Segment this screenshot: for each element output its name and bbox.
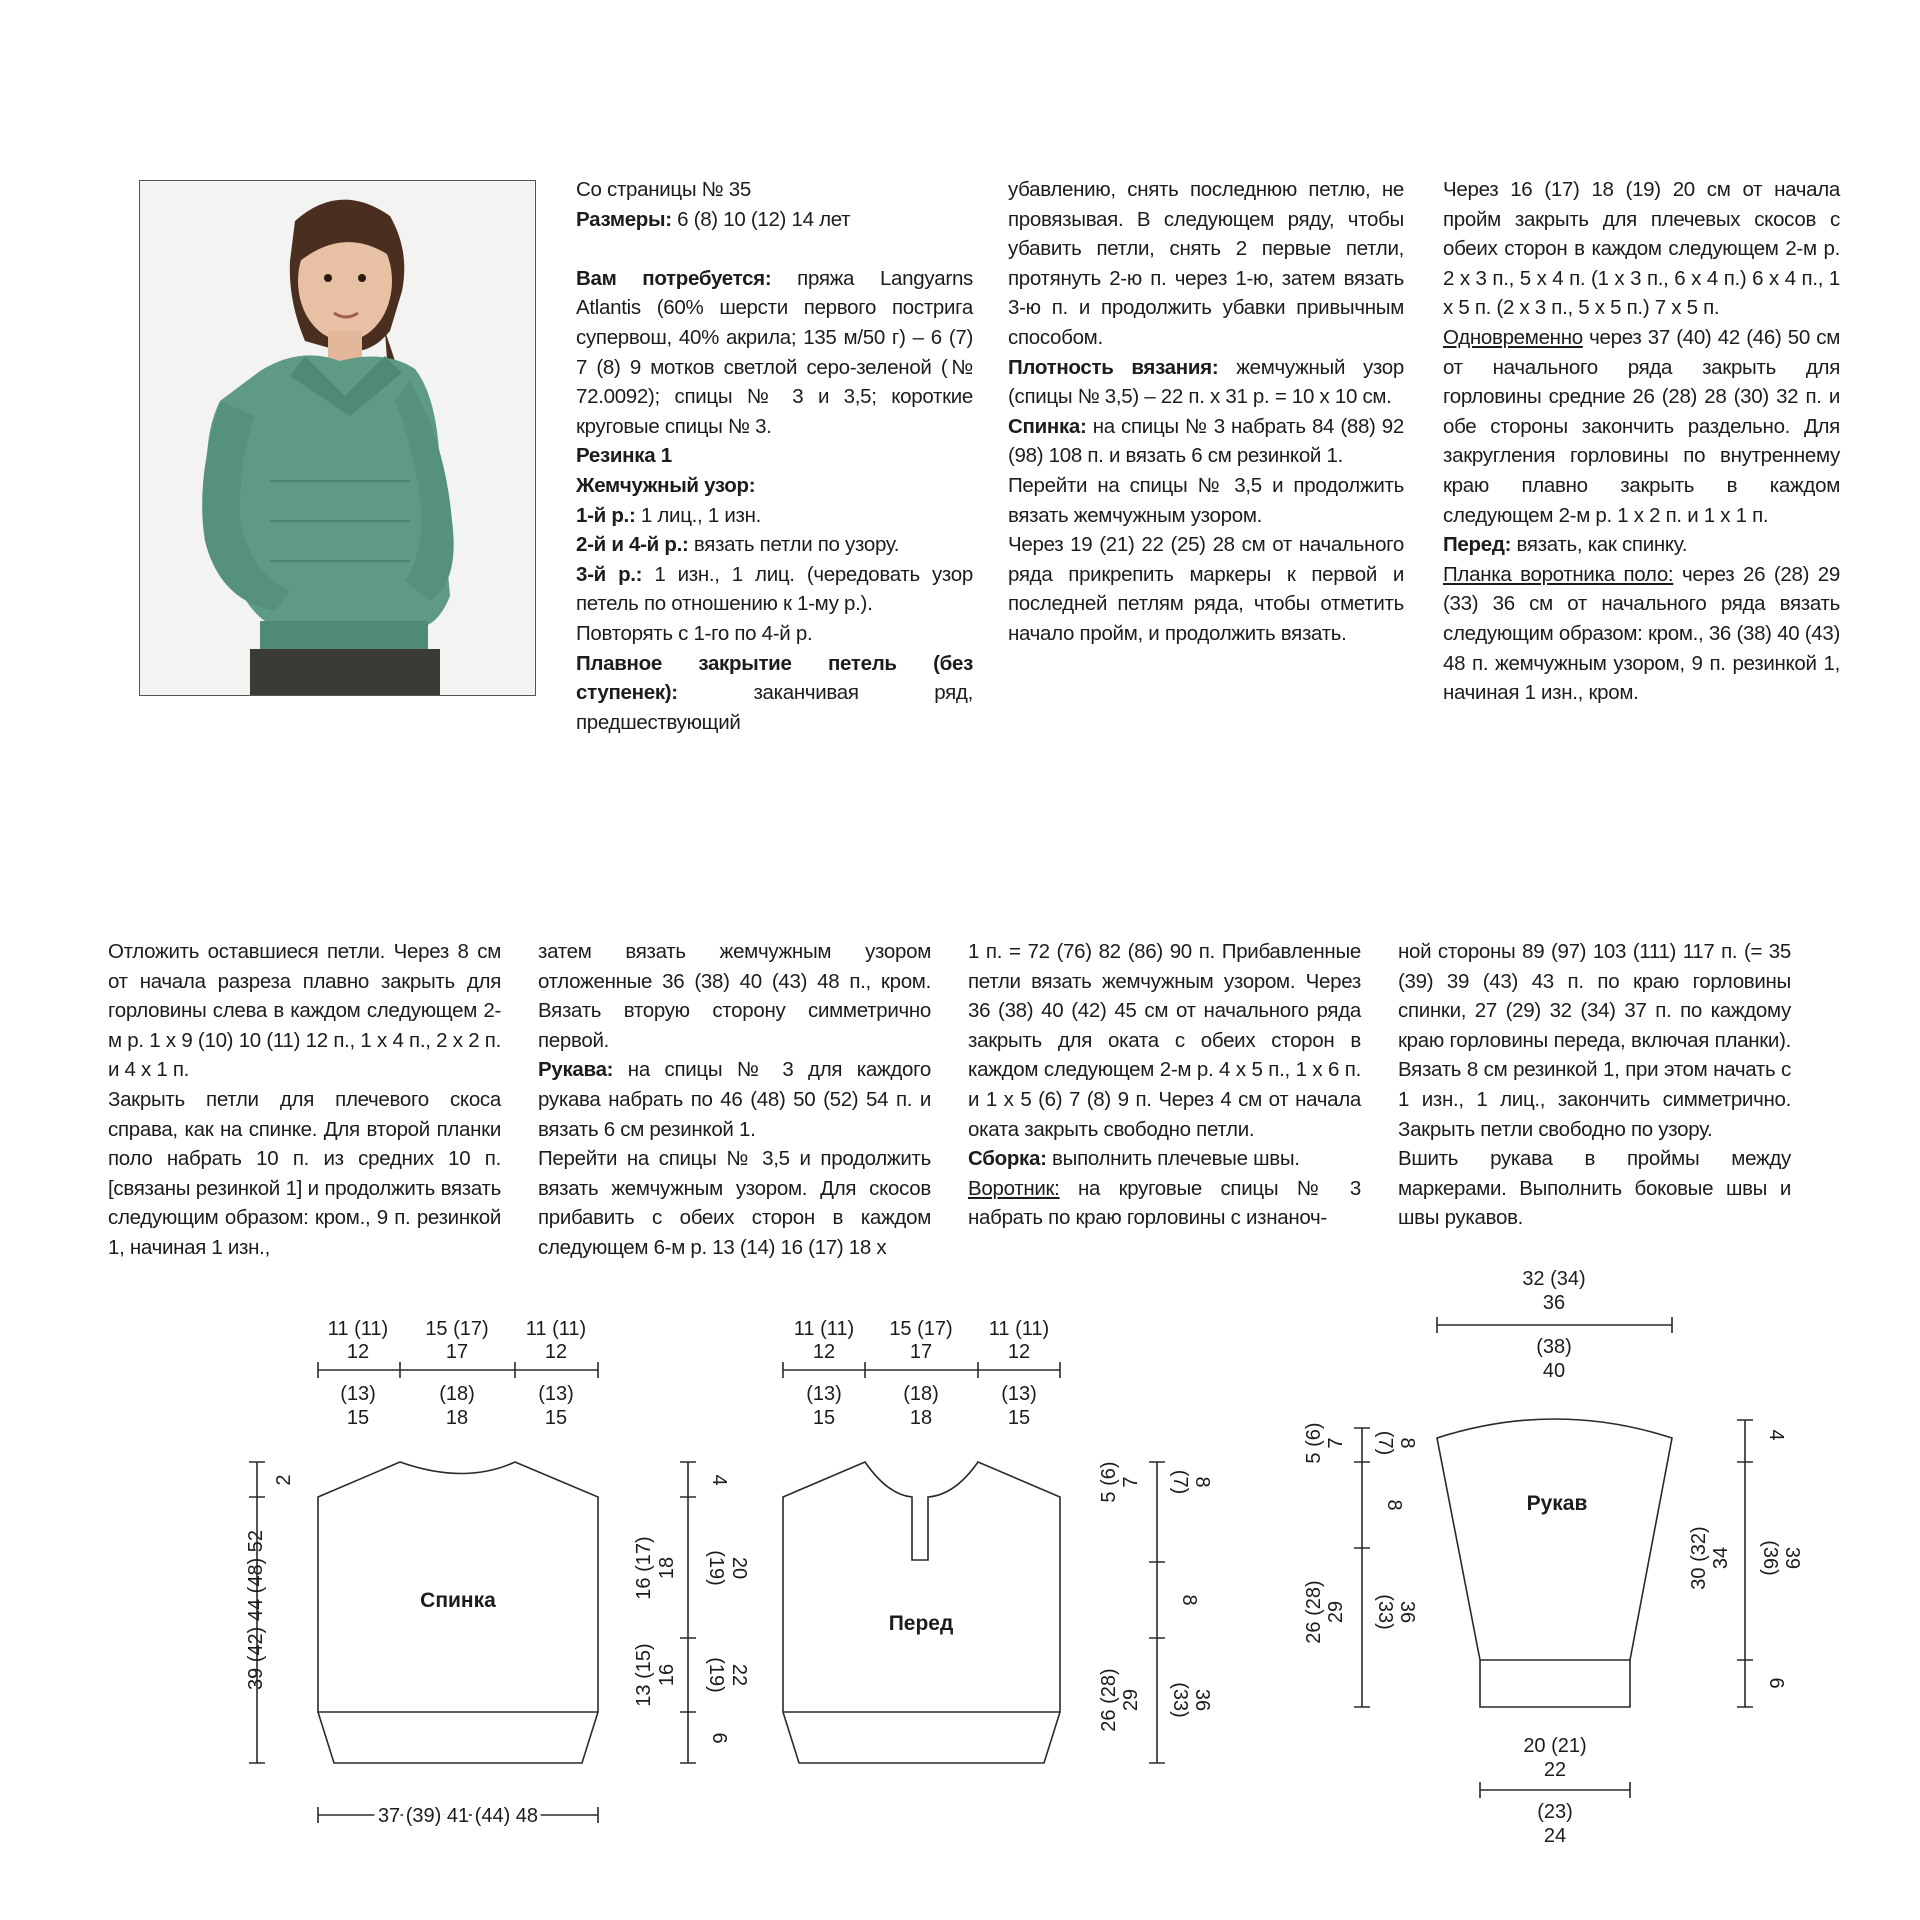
front-dim-r3-a: 26 (28): [1098, 1668, 1120, 1732]
smooth-bindoff-label: Плавное закрытие петель (без ступенек):: [576, 651, 973, 705]
sleeve-cap-text: 1 п. = 72 (76) 82 (86) 90 п. Прибавленные петли вязать жемчужным узором. Через 36 (38) 40 (42) 45 см от начального ряда закрыть для оката с обеих сторон в каждом следующем 2-м р. 4 x 5 п., 1 x 6 п. и 1 x 5 (6) 7 (8) 9 п. Через 4 см от начала оката закрыть свободно петли.: [968, 940, 1361, 1141]
front-dim-top-d1: (13): [806, 1383, 842, 1405]
right-dim-rib: 6: [708, 1732, 730, 1744]
back-dim-height: 39 (42) 44 (48) 52: [245, 1529, 267, 1691]
front-dim-r1-a: 5 (6): [1098, 1461, 1120, 1503]
sleeve-dim-l1-d: 8: [1396, 1437, 1418, 1449]
sleeve-dim-r-mid-c: (36): [1759, 1540, 1781, 1576]
front-dim-top-a1: 11 (11): [793, 1318, 855, 1340]
front-piece-label: Перед: [888, 1612, 954, 1635]
continue-pearl-text: затем вязать жемчужным узором отложенные 36 (38) 40 (43) 48 п., кром. Вязать вторую сторону симметрично первой.: [538, 940, 931, 1052]
back-dim-top-b2: 17: [445, 1341, 469, 1363]
right-dim-arm-a: 16 (17): [633, 1536, 655, 1600]
sleeve-piece-outline: [1437, 1419, 1672, 1707]
front-dim-r1-d: 8: [1191, 1476, 1213, 1488]
front-dim-r3-d: 36: [1191, 1688, 1213, 1712]
front-label: Перед:: [1443, 533, 1512, 557]
back-dim-top-e1: (18): [439, 1383, 475, 1405]
back-dim-top-b1: 15 (17): [425, 1318, 489, 1340]
sleeve-dim-top-b: 36: [1542, 1292, 1566, 1314]
row24-label: 2-й и 4-й р.:: [576, 533, 689, 557]
back-dim-top-c2: 12: [544, 1341, 568, 1363]
smooth-bindoff-text: заканчивая ряд, предшествующий: [576, 681, 973, 734]
sleeves-label: Рукава:: [538, 1058, 614, 1082]
needles-switch-text: Перейти на спицы № 3,5 и продолжить вязать жемчужным узором.: [1008, 473, 1404, 527]
simultaneously-label: Одновременно: [1443, 325, 1583, 349]
back-dim-top-d1: (13): [340, 1383, 376, 1405]
materials-label: Вам потребуется:: [576, 266, 772, 290]
placket-label: Планка воротника поло:: [1443, 562, 1674, 586]
front-dim-top-b2: 17: [909, 1341, 933, 1363]
neckline-text: через 37 (40) 42 (46) 50 см от начального ряда закрыть для горловины средние 26 (28) 28 (30) 32 п. и обе стороны закончить раздельно. Для закругления горловины по внутреннему краю плавно закрыть в каждом следующем 2-м р. 1 x 2 п. и 1 x 1 п.: [1443, 325, 1840, 527]
back-dim-top-d2: 15: [346, 1407, 370, 1429]
back-dim-top-a2: 12: [346, 1341, 370, 1363]
right-dim-arm-d: 20: [728, 1556, 750, 1580]
back-piece-label: Спинка: [420, 1589, 496, 1612]
shoulder-text: Через 16 (17) 18 (19) 20 см от начала пройм закрыть для плечевых скосов с обеих сторон в каждом следующем 2-м р. 2 x 3 п., 5 x 4 п. (1 x 3 п., 6 x 4 п.) 6 x 4 п., 1 x 5 п. (2 x 3 п., 5 x 5 п.) 7 x 5 п.: [1443, 178, 1840, 320]
decrease-text: убавлению, снять последнюю петлю, не провязывая. В следующем ряду, чтобы убавить петли, снять 2 первые петли, протянуть 2-ю п. через 1-ю, затем вязать 3-ю п. и продолжить убавки привычным способом.: [1008, 178, 1404, 349]
sleeve-dim-l3-b: 29: [1325, 1600, 1347, 1624]
sleeve-dim-bot-b: 22: [1543, 1759, 1567, 1781]
right-dim-low-a: 13 (15): [633, 1643, 655, 1707]
right-dim-low-d: 22: [728, 1663, 750, 1687]
back-piece-outline: [318, 1462, 598, 1763]
right-dim-arm-b: 18: [656, 1556, 678, 1580]
sleeve-dim-r-mid-b: 34: [1710, 1546, 1732, 1570]
front-dim-top-a2: 12: [812, 1341, 836, 1363]
right-dim-low-c: (19): [705, 1657, 727, 1693]
row3-text: 1 изн., 1 лиц. (чередовать узор петель по отношению к 1-му р.).: [576, 562, 973, 616]
right-dim-arm-c: (19): [705, 1550, 727, 1586]
back-dim-top-e2: 18: [445, 1407, 469, 1429]
assembly-text: выполнить плечевые швы.: [1052, 1147, 1300, 1171]
sleeve-dim-top-c: (38): [1536, 1336, 1572, 1358]
right-dim-top: 4: [708, 1474, 730, 1486]
row1-text: 1 лиц., 1 изн.: [640, 503, 761, 527]
front-dim-r1-c: (7): [1169, 1469, 1191, 1495]
sizes-label: Размеры:: [576, 207, 672, 231]
back-dim-top-a1: 11 (11): [327, 1318, 389, 1340]
front-text: вязать, как спинку.: [1516, 533, 1688, 557]
sleeve-dim-l3-c: (33): [1374, 1594, 1396, 1630]
set-aside-text: Отложить оставшиеся петли. Через 8 см от начала разреза плавно закрыть для горловины слева в каждом следующем 2-м р. 1 x 9 (10) 10 (11) 12 п., 1 x 4 п., 2 x 2 п. и 4 x 1 п.: [108, 940, 501, 1082]
sleeve-piece-label: Рукав: [1526, 1492, 1588, 1515]
front-dim-top-c1: 11 (11): [988, 1318, 1050, 1340]
sleeve-dim-top-d: 40: [1542, 1360, 1566, 1382]
sleeve-dim-top-a: 32 (34): [1522, 1268, 1586, 1290]
sleeve-increase-text: Перейти на спицы № 3,5 и продолжить вязать жемчужным узором. Для скосов прибавить с обеих сторон в каждом следующем 6-м р. 13 (14) 16 (17) 18 x: [538, 1147, 931, 1259]
front-dim-top-e2: 18: [909, 1407, 933, 1429]
row3-label: 3-й р.:: [576, 562, 643, 586]
front-dim-top-c2: 12: [1007, 1341, 1031, 1363]
sleeve-dim-l1-c: (7): [1374, 1430, 1396, 1456]
back-dim-neck: 2: [273, 1474, 295, 1486]
front-dim-top-b1: 15 (17): [889, 1318, 953, 1340]
sleeve-dim-l1-b: 7: [1325, 1437, 1347, 1449]
sizes-value: 6 (8) 10 (12) 14 лет: [677, 207, 851, 231]
back-dim-top-f2: 15: [544, 1407, 568, 1429]
assembly-label: Сборка:: [968, 1147, 1047, 1171]
sleeve-dim-r-mid-a: 30 (32): [1688, 1526, 1710, 1590]
row24-text: вязать петли по узору.: [693, 533, 900, 557]
markers-text: Через 19 (21) 22 (25) 28 см от начального ряда прикрепить маркеры к первой и последней петлям ряда, чтобы отметить начало пройм, и продолжить вязать.: [1008, 533, 1404, 645]
front-dim-top-e1: (18): [903, 1383, 939, 1405]
back-dim-top-f1: (13): [538, 1383, 574, 1405]
sleeve-dim-l3-d: 36: [1396, 1600, 1418, 1624]
sleeve-dim-r-top: 4: [1765, 1429, 1787, 1441]
finishing-text: Вшить рукава в проймы между маркерами. Выполнить боковые швы и швы рукавов.: [1398, 1147, 1791, 1230]
back-dim-width: 37 (39) 41 (44) 48: [377, 1805, 539, 1827]
sleeves-text: на спицы № 3 для каждого рукава набрать по 46 (48) 50 (52) 54 п. и вязать 6 см резинкой 1.: [538, 1058, 931, 1141]
back-label: Спинка:: [1008, 414, 1087, 438]
sleeve-dim-bot-d: 24: [1543, 1825, 1567, 1847]
density-text: жемчужный узор (спицы № 3,5) – 22 п. x 31 р. = 10 x 10 см.: [1008, 355, 1404, 409]
materials-text: пряжа Langyarns Atlantis (60% шерсти первого пострига супервош, 40% акрила; 135 м/50 г) – 6 (7) 7 (8) 9 мотков светлой серо-зеленой (№ 72.0092); спицы № 3 и 3,5; короткие круговые спицы № 3.: [576, 266, 973, 438]
second-placket-text: Закрыть петли для плечевого скоса справа, как на спинке. Для второй планки поло набрать 10 п. из средних 10 п. [связаны резинкой 1] и продолжить вязать следующим образом: кром., 9 п. резинкой 1, начиная 1 изн.,: [108, 1087, 501, 1259]
collar-continued-text: ной стороны 89 (97) 103 (111) 117 п. (= 35 (39) 39 (43) 43 п. по краю горловины спинки, 27 (29) 32 (34) 37 п. по каждому краю горловины переда, включая планки). Вязать 8 см резинкой 1, при этом начать с 1 изн., 1 лиц., закончить симметрично. Закрыть петли свободно по узору.: [1398, 940, 1791, 1141]
sleeve-dim-r-mid-d: 39: [1781, 1546, 1803, 1570]
front-dim-top-f1: (13): [1001, 1383, 1037, 1405]
sleeve-dim-bot-c: (23): [1537, 1801, 1573, 1823]
front-dim-r3-c: (33): [1169, 1682, 1191, 1718]
front-dim-top-d2: 15: [812, 1407, 836, 1429]
density-label: Плотность вязания:: [1008, 355, 1219, 379]
front-dim-r3-b: 29: [1120, 1688, 1142, 1712]
pearl-title: Жемчужный узор:: [576, 473, 756, 497]
back-text: на спицы № 3 набрать 84 (88) 92 (98) 108 п. и вязать 6 см резинкой 1.: [1008, 414, 1404, 468]
front-dim-top-f2: 15: [1007, 1407, 1031, 1429]
repeat-text: Повторять с 1-го по 4-й р.: [576, 621, 813, 645]
sleeve-dim-bot-a: 20 (21): [1523, 1735, 1587, 1757]
collar-text: на круговые спицы № 3 набрать по краю горловины с изнаноч-: [968, 1176, 1361, 1230]
right-dim-low-b: 16: [656, 1663, 678, 1687]
collar-label: Воротник:: [968, 1176, 1060, 1200]
page-reference: Со страницы № 35: [576, 178, 751, 201]
sleeve-dim-l1-a: 5 (6): [1303, 1422, 1325, 1464]
sleeve-dim-r-bot: 6: [1765, 1677, 1787, 1689]
placket-text: через 26 (28) 29 (33) 36 см от начального ряда вязать следующим образом: кром., 36 (38) 40 (43) 48 п. жемчужным узором, 9 п. резинкой 1, начиная 1 изн., кром.: [1443, 562, 1840, 705]
rib-title: Резинка 1: [576, 444, 672, 468]
row1-label: 1-й р.:: [576, 503, 636, 527]
sleeve-dim-l3-a: 26 (28): [1303, 1580, 1325, 1644]
back-dim-top-c1: 11 (11): [525, 1318, 587, 1340]
sleeve-dim-l2: 8: [1383, 1499, 1405, 1511]
front-dim-r1-b: 7: [1120, 1476, 1142, 1488]
front-dim-r2: 8: [1178, 1594, 1200, 1606]
